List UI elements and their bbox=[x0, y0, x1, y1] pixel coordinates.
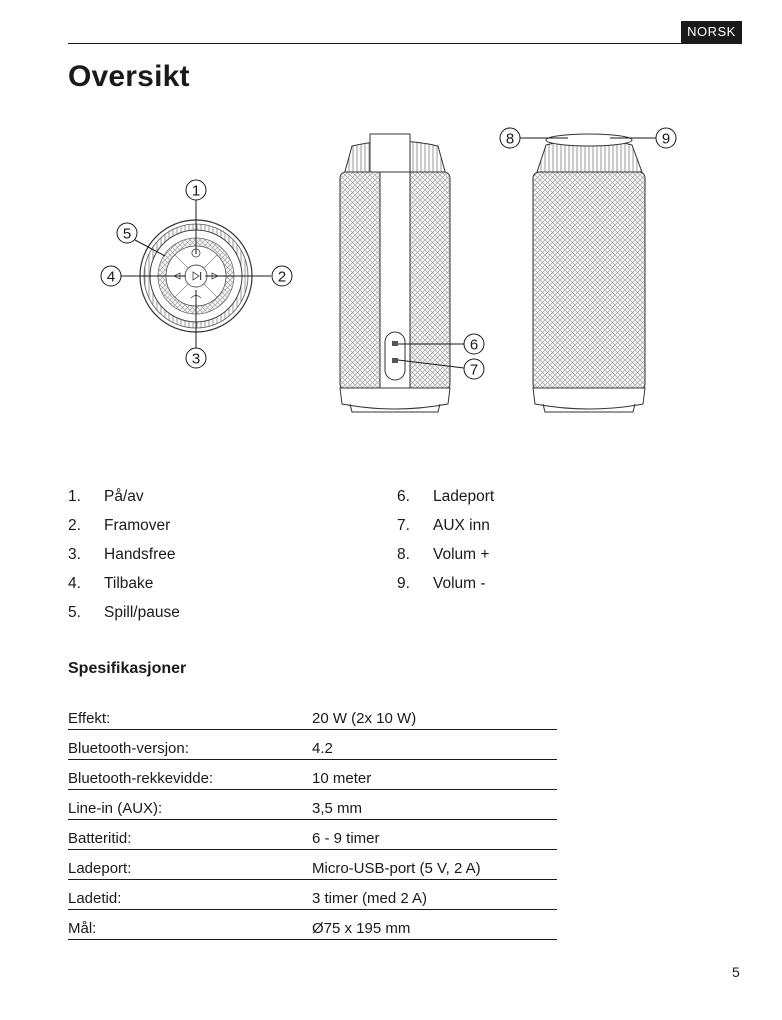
spec-value: Ø75 x 195 mm bbox=[312, 910, 557, 940]
list-item bbox=[397, 516, 494, 545]
parts-list-right bbox=[397, 487, 494, 603]
callout-7-label: 7 bbox=[469, 361, 479, 379]
speaker-overview-figure bbox=[0, 0, 782, 460]
part-number: 3. bbox=[68, 546, 81, 563]
list-item bbox=[68, 545, 180, 574]
spec-value: 3,5 mm bbox=[312, 790, 557, 820]
page-title: Oversikt bbox=[68, 60, 190, 93]
part-number: 2. bbox=[68, 517, 81, 534]
part-number: 1. bbox=[68, 488, 81, 505]
part-label: Volum + bbox=[433, 546, 490, 563]
table-row bbox=[68, 910, 557, 940]
callout-4-label: 4 bbox=[106, 268, 116, 286]
list-item bbox=[68, 574, 180, 603]
callout-8 bbox=[500, 128, 520, 148]
part-label: Framover bbox=[104, 517, 171, 534]
spec-label: Bluetooth-rekkevidde: bbox=[68, 760, 312, 790]
spec-label: Ladeport: bbox=[68, 850, 312, 880]
list-item bbox=[68, 487, 180, 516]
list-item bbox=[397, 545, 494, 574]
callout-7 bbox=[464, 359, 484, 379]
spec-value: 4.2 bbox=[312, 730, 557, 760]
callout-1-label: 1 bbox=[191, 182, 201, 200]
part-number: 7. bbox=[397, 517, 410, 534]
part-number: 6. bbox=[397, 488, 410, 505]
callout-5 bbox=[117, 223, 137, 243]
callout-1 bbox=[186, 180, 206, 200]
part-label: AUX inn bbox=[433, 517, 490, 534]
table-row bbox=[68, 730, 557, 760]
speaker-back-view bbox=[533, 134, 645, 412]
callout-9-label: 9 bbox=[661, 130, 671, 148]
list-item bbox=[68, 516, 180, 545]
table-row bbox=[68, 880, 557, 910]
part-label: Volum - bbox=[433, 575, 486, 592]
callout-6-label: 6 bbox=[469, 336, 479, 354]
spec-label: Mål: bbox=[68, 910, 312, 940]
part-number: 8. bbox=[397, 546, 410, 563]
spec-label: Batteritid: bbox=[68, 820, 312, 850]
spec-value: 10 meter bbox=[312, 760, 557, 790]
callout-5-label: 5 bbox=[122, 225, 132, 243]
spec-value: 3 timer (med 2 A) bbox=[312, 880, 557, 910]
callout-8-label: 8 bbox=[505, 130, 515, 148]
table-row bbox=[68, 790, 557, 820]
callout-9 bbox=[656, 128, 676, 148]
table-row bbox=[68, 820, 557, 850]
spec-value: Micro-USB-port (5 V, 2 A) bbox=[312, 850, 557, 880]
callout-6 bbox=[464, 334, 484, 354]
spec-label: Bluetooth-versjon: bbox=[68, 730, 312, 760]
table-row bbox=[68, 850, 557, 880]
parts-list-left bbox=[68, 487, 180, 632]
list-item bbox=[397, 574, 494, 603]
part-label: Spill/pause bbox=[104, 604, 180, 621]
table-row bbox=[68, 760, 557, 790]
part-number: 5. bbox=[68, 604, 81, 621]
list-item bbox=[68, 603, 180, 632]
specs-table bbox=[68, 700, 557, 940]
spec-value: 6 - 9 timer bbox=[312, 820, 557, 850]
callout-4 bbox=[101, 266, 121, 286]
table-row bbox=[68, 700, 557, 730]
language-badge: NORSK bbox=[681, 21, 742, 43]
part-label: På/av bbox=[104, 488, 144, 505]
speaker-side-view bbox=[340, 134, 450, 412]
part-number: 9. bbox=[397, 575, 410, 592]
part-label: Tilbake bbox=[104, 575, 154, 592]
spec-label: Line-in (AUX): bbox=[68, 790, 312, 820]
spec-label: Ladetid: bbox=[68, 880, 312, 910]
callout-3 bbox=[186, 348, 206, 368]
list-item bbox=[397, 487, 494, 516]
callout-2-label: 2 bbox=[277, 268, 287, 286]
callout-3-label: 3 bbox=[191, 350, 201, 368]
part-label: Ladeport bbox=[433, 488, 495, 505]
part-number: 4. bbox=[68, 575, 81, 592]
spec-value: 20 W (2x 10 W) bbox=[312, 700, 557, 730]
spec-label: Effekt: bbox=[68, 700, 312, 730]
specs-heading: Spesifikasjoner bbox=[68, 660, 187, 677]
part-label: Handsfree bbox=[104, 546, 176, 563]
callout-2 bbox=[272, 266, 292, 286]
page-number: 5 bbox=[732, 964, 740, 980]
